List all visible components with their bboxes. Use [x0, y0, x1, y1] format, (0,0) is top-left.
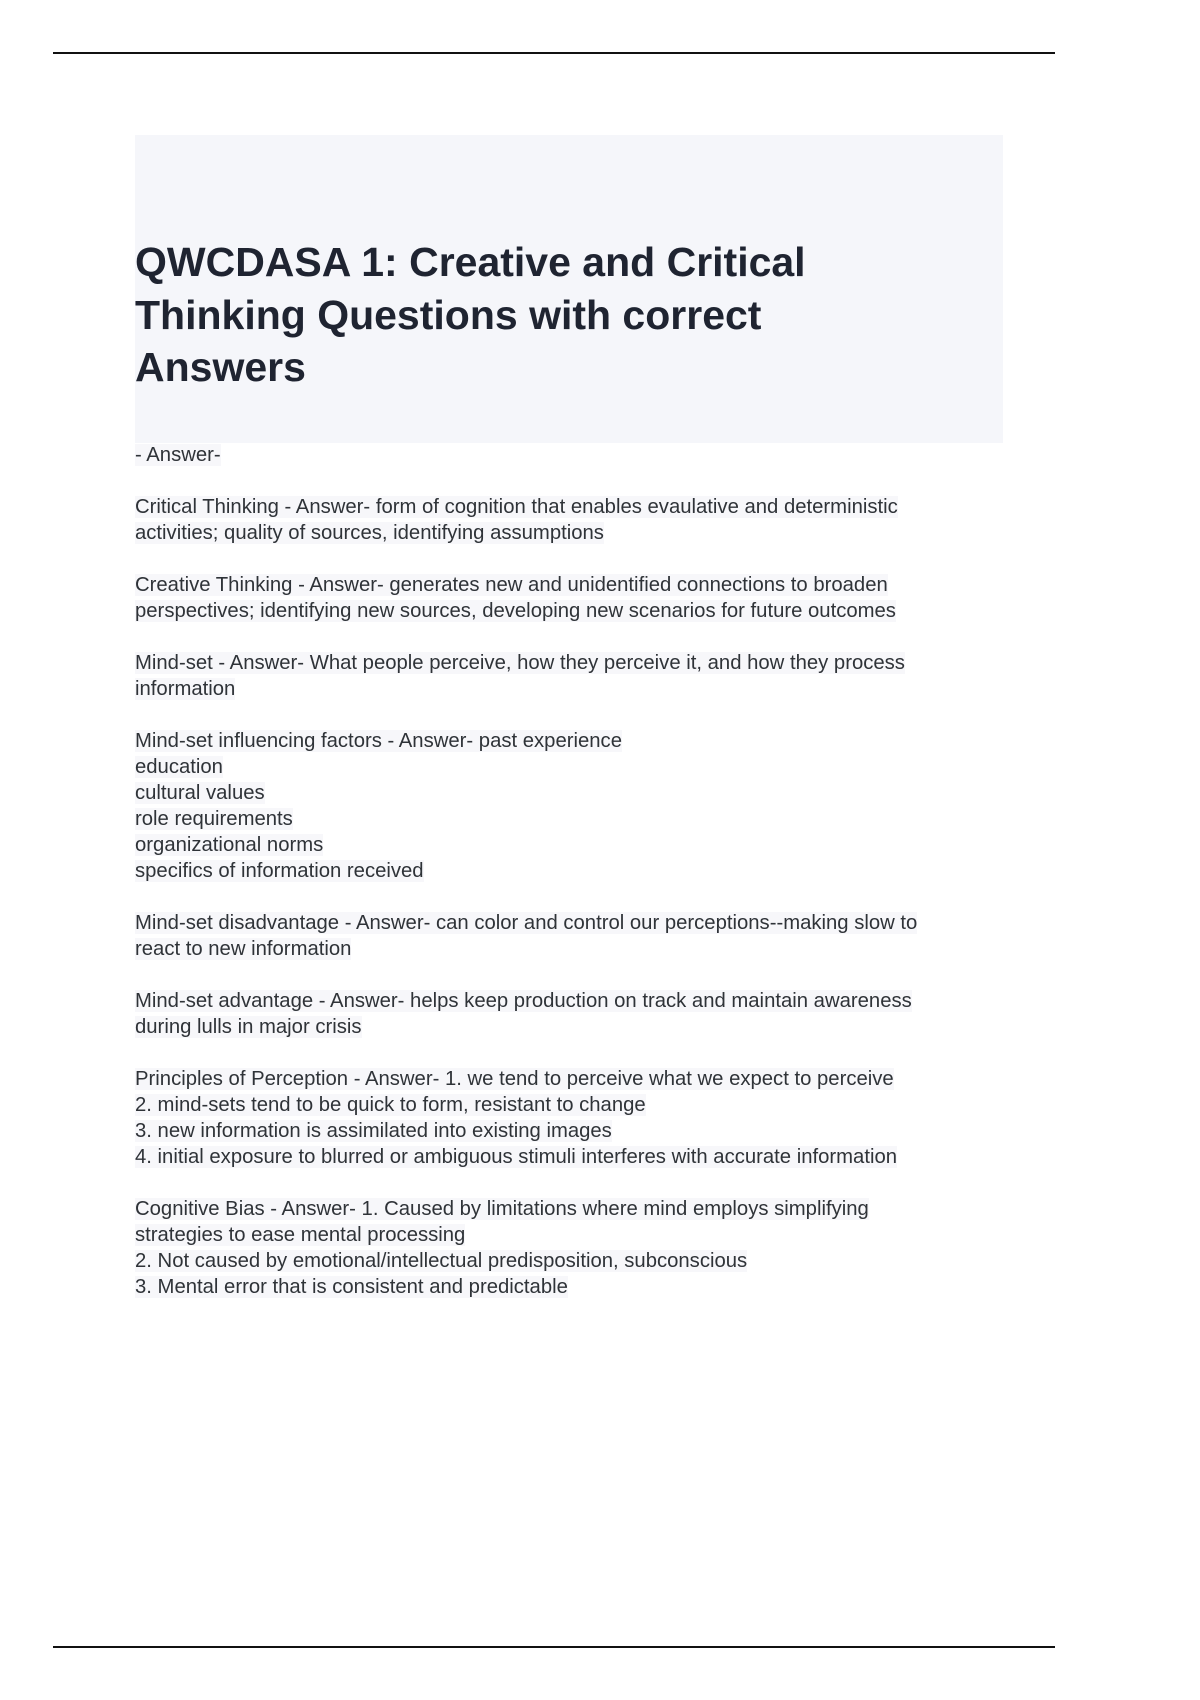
line-text: Cognitive Bias - Answer- 1. Caused by limitations where mind employs simplifying: [135, 1198, 869, 1220]
line-text: - Answer-: [135, 444, 221, 466]
top-rule: [53, 52, 1055, 54]
text-line: [135, 1066, 1035, 1092]
line-text: 2. mind-sets tend to be quick to form, resistant to change: [135, 1094, 646, 1116]
title-line: QWCDASA 1: Creative and Critical: [135, 239, 806, 285]
text-line: [135, 1248, 1035, 1274]
text-line: [135, 910, 1035, 936]
line-text: specifics of information received: [135, 860, 424, 882]
text-line: [135, 676, 1035, 702]
text-line: [135, 936, 1035, 962]
line-text: during lulls in major crisis: [135, 1016, 362, 1038]
title-line: Answers: [135, 344, 306, 390]
line-text: Mind-set advantage - Answer- helps keep production on track and maintain awareness: [135, 990, 912, 1012]
line-text: Mind-set - Answer- What people perceive, how they perceive it, and how they process: [135, 652, 905, 674]
bottom-rule: [53, 1646, 1055, 1648]
qa-entry: [135, 910, 1035, 962]
text-line: [135, 494, 1035, 520]
text-line: [135, 598, 1035, 624]
qa-entry: [135, 988, 1035, 1040]
text-line: [135, 442, 1035, 468]
line-text: 3. new information is assimilated into existing images: [135, 1120, 612, 1142]
text-line: [135, 1118, 1035, 1144]
text-line: [135, 858, 1035, 884]
text-line: [135, 728, 1035, 754]
line-text: Creative Thinking - Answer- generates new and unidentified connections to broaden: [135, 574, 888, 596]
line-text: Mind-set influencing factors - Answer- past experience: [135, 730, 622, 752]
text-line: [135, 572, 1035, 598]
page-title: [135, 236, 806, 394]
line-text: strategies to ease mental processing: [135, 1224, 466, 1246]
text-line: [135, 988, 1035, 1014]
line-text: organizational norms: [135, 834, 324, 856]
text-line: [135, 1222, 1035, 1248]
qa-entry: [135, 650, 1035, 702]
qa-entry: [135, 1066, 1035, 1170]
line-text: cultural values: [135, 782, 265, 804]
line-text: education: [135, 756, 223, 778]
text-line: [135, 1274, 1035, 1300]
line-text: react to new information: [135, 938, 352, 960]
line-text: role requirements: [135, 808, 293, 830]
line-text: Principles of Perception - Answer- 1. we tend to perceive what we expect to perceive: [135, 1068, 894, 1090]
text-line: [135, 832, 1035, 858]
qa-entry: [135, 728, 1035, 884]
document-body: [135, 442, 1035, 1326]
line-text: 3. Mental error that is consistent and predictable: [135, 1276, 568, 1298]
qa-entry: [135, 442, 1035, 468]
line-text: Critical Thinking - Answer- form of cognition that enables evaulative and deterministic: [135, 496, 898, 518]
line-text: information: [135, 678, 236, 700]
qa-entry: [135, 1196, 1035, 1300]
text-line: [135, 520, 1035, 546]
text-line: [135, 1196, 1035, 1222]
text-line: [135, 1144, 1035, 1170]
line-text: 4. initial exposure to blurred or ambiguous stimuli interferes with accurate information: [135, 1146, 898, 1168]
title-line: Thinking Questions with correct: [135, 291, 762, 338]
text-line: [135, 650, 1035, 676]
qa-entry: [135, 494, 1035, 546]
text-line: [135, 754, 1035, 780]
line-text: Mind-set disadvantage - Answer- can color and control our perceptions--making slow to: [135, 912, 918, 934]
line-text: perspectives; identifying new sources, developing new scenarios for future outcomes: [135, 600, 896, 622]
text-line: [135, 806, 1035, 832]
text-line: [135, 1092, 1035, 1118]
line-text: activities; quality of sources, identifying assumptions: [135, 522, 604, 544]
qa-entry: [135, 572, 1035, 624]
text-line: [135, 780, 1035, 806]
text-line: [135, 1014, 1035, 1040]
line-text: 2. Not caused by emotional/intellectual predisposition, subconscious: [135, 1250, 748, 1272]
